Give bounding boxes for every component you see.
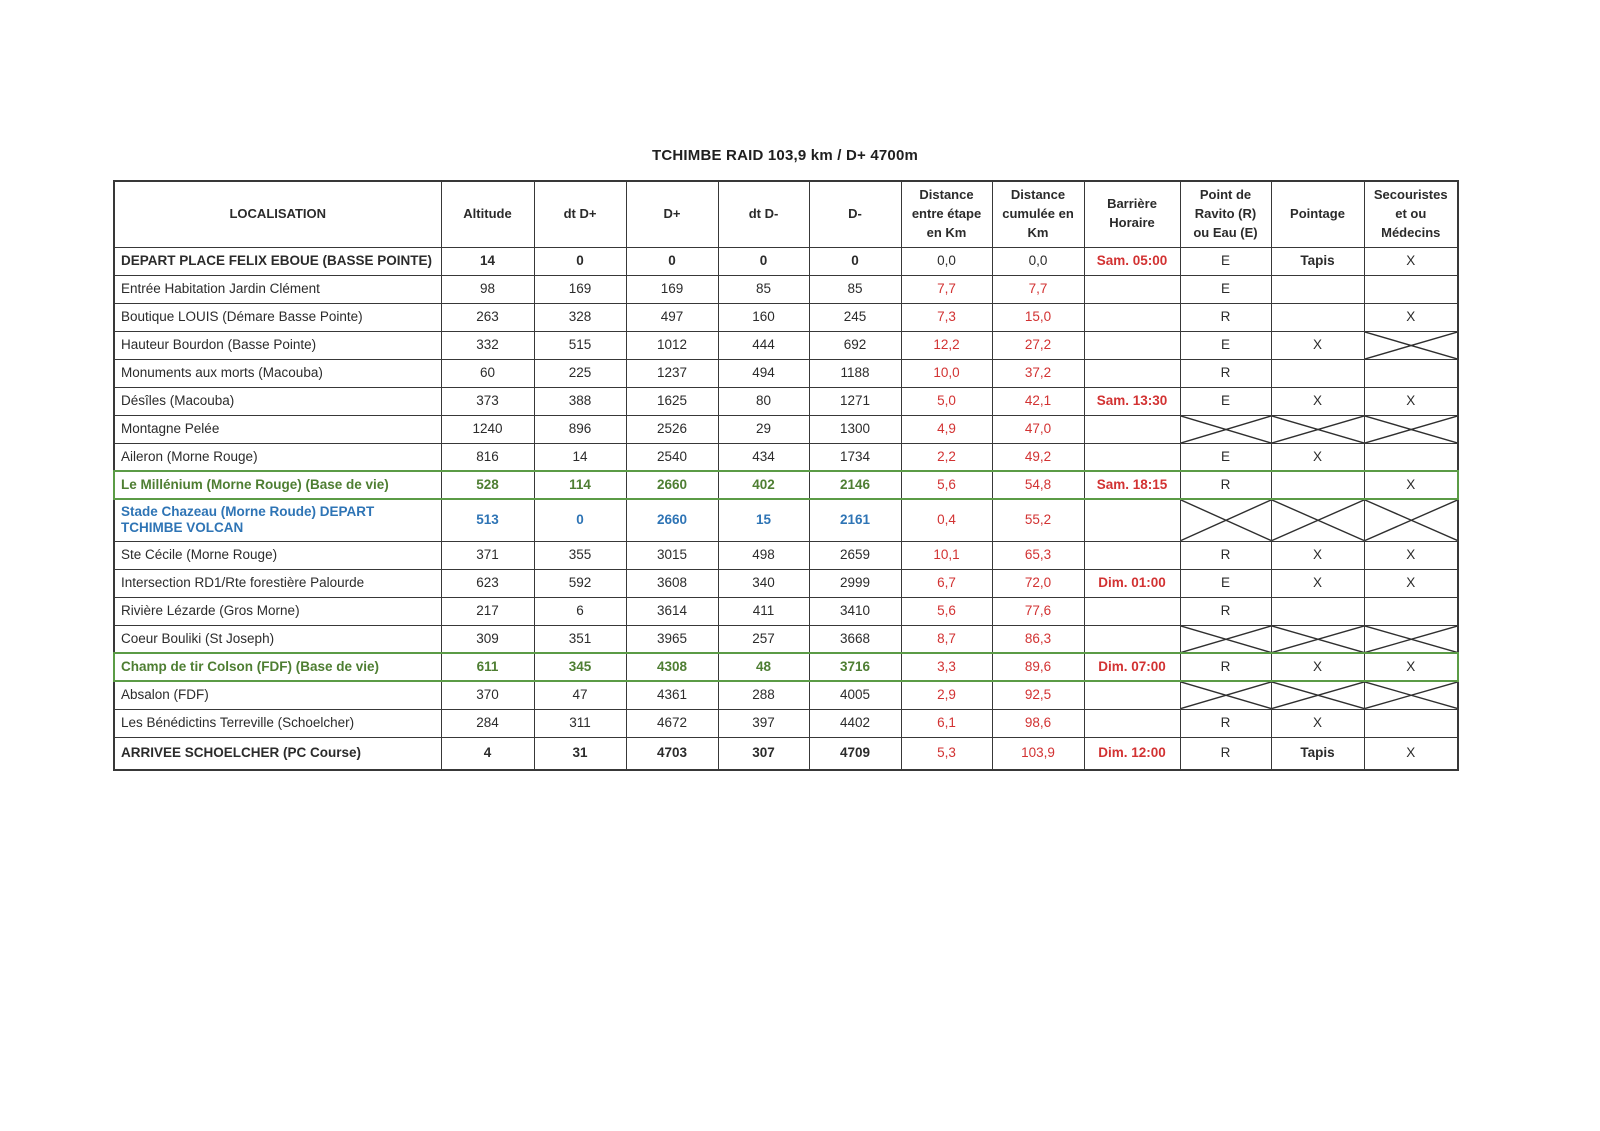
cell-dminus: 3410 [809, 597, 901, 625]
cell-altitude: 332 [441, 331, 534, 359]
cell-dt-dplus: 114 [534, 471, 626, 499]
cell-localisation: Coeur Bouliki (St Joseph) [114, 625, 441, 653]
cell-dminus: 4005 [809, 681, 901, 709]
cell-dist-etape: 5,6 [901, 471, 992, 499]
table-row [114, 247, 1458, 275]
column-header-dt-dminus: dt D- [718, 181, 809, 247]
cell-barriere [1084, 275, 1180, 303]
cell-secouristes [1364, 709, 1458, 737]
cell-dist-etape: 6,1 [901, 709, 992, 737]
cell-dist-cumul: 65,3 [992, 541, 1084, 569]
cell-dt-dplus: 31 [534, 737, 626, 770]
cell-secouristes [1364, 597, 1458, 625]
cell-secouristes [1364, 275, 1458, 303]
cell-ravito: R [1180, 737, 1271, 770]
cell-dist-cumul: 47,0 [992, 415, 1084, 443]
cell-dist-etape: 12,2 [901, 331, 992, 359]
cell-dt-dminus: 494 [718, 359, 809, 387]
cell-barriere [1084, 597, 1180, 625]
crossed-out-icon [1181, 682, 1271, 709]
crossed-out-icon [1181, 626, 1271, 653]
cell-altitude: 263 [441, 303, 534, 331]
cell-localisation: Monuments aux morts (Macouba) [114, 359, 441, 387]
cell-altitude: 623 [441, 569, 534, 597]
cell-dist-etape: 7,7 [901, 275, 992, 303]
cell-ravito: R [1180, 303, 1271, 331]
cell-dt-dplus: 592 [534, 569, 626, 597]
cell-dist-cumul: 89,6 [992, 653, 1084, 681]
cell-altitude: 371 [441, 541, 534, 569]
cell-localisation: Boutique LOUIS (Démare Basse Pointe) [114, 303, 441, 331]
cell-ravito: R [1180, 471, 1271, 499]
cell-ravito: E [1180, 387, 1271, 415]
cell-dist-cumul: 98,6 [992, 709, 1084, 737]
cell-dplus: 4308 [626, 653, 718, 681]
cell-dt-dminus: 160 [718, 303, 809, 331]
cell-ravito: R [1180, 653, 1271, 681]
cell-altitude: 284 [441, 709, 534, 737]
cell-dt-dminus: 498 [718, 541, 809, 569]
cell-dt-dplus: 896 [534, 415, 626, 443]
column-header-altitude: Altitude [441, 181, 534, 247]
cell-dist-etape: 5,3 [901, 737, 992, 770]
cell-dt-dminus: 288 [718, 681, 809, 709]
cell-dt-dminus: 411 [718, 597, 809, 625]
column-header-secouristes: Secouristes et ou Médecins [1364, 181, 1458, 247]
cell-pointage: X [1271, 443, 1364, 471]
cell-dist-cumul: 49,2 [992, 443, 1084, 471]
cell-dminus: 1188 [809, 359, 901, 387]
cell-localisation: Le Millénium (Morne Rouge) (Base de vie) [114, 471, 441, 499]
cell-dt-dminus: 402 [718, 471, 809, 499]
table-row [114, 541, 1458, 569]
cell-localisation: Entrée Habitation Jardin Clément [114, 275, 441, 303]
cell-dist-cumul: 27,2 [992, 331, 1084, 359]
race-table [113, 180, 1459, 771]
cell-barriere: Sam. 18:15 [1084, 471, 1180, 499]
cell-dt-dplus: 328 [534, 303, 626, 331]
cell-ravito: E [1180, 275, 1271, 303]
table-row [114, 597, 1458, 625]
table-row [114, 569, 1458, 597]
cell-dminus: 3716 [809, 653, 901, 681]
cell-dplus: 3965 [626, 625, 718, 653]
cell-dt-dminus: 257 [718, 625, 809, 653]
crossed-out-icon [1272, 682, 1364, 709]
cell-altitude: 14 [441, 247, 534, 275]
cell-dminus: 2161 [809, 499, 901, 541]
cell-dist-etape: 10,1 [901, 541, 992, 569]
cell-localisation: Champ de tir Colson (FDF) (Base de vie) [114, 653, 441, 681]
cell-dist-cumul: 7,7 [992, 275, 1084, 303]
cell-dminus: 4402 [809, 709, 901, 737]
table-row [114, 499, 1458, 541]
cell-dt-dplus: 6 [534, 597, 626, 625]
cell-ravito: R [1180, 541, 1271, 569]
cell-localisation: Rivière Lézarde (Gros Morne) [114, 597, 441, 625]
crossed-out-icon [1181, 416, 1271, 443]
column-header-dt-dplus: dt D+ [534, 181, 626, 247]
cell-dt-dplus: 351 [534, 625, 626, 653]
cell-dt-dplus: 355 [534, 541, 626, 569]
cell-pointage: X [1271, 541, 1364, 569]
cell-dist-cumul: 0,0 [992, 247, 1084, 275]
cell-secouristes: X [1364, 653, 1458, 681]
cell-altitude: 370 [441, 681, 534, 709]
cell-barriere [1084, 625, 1180, 653]
crossed-out-icon [1365, 416, 1458, 443]
cell-dist-cumul: 77,6 [992, 597, 1084, 625]
cell-dminus: 4709 [809, 737, 901, 770]
cell-dminus: 1734 [809, 443, 901, 471]
cell-altitude: 98 [441, 275, 534, 303]
cell-localisation: ARRIVEE SCHOELCHER (PC Course) [114, 737, 441, 770]
cell-dt-dminus: 340 [718, 569, 809, 597]
cell-dplus: 497 [626, 303, 718, 331]
crossed-out-icon [1365, 626, 1458, 653]
cell-dt-dplus: 345 [534, 653, 626, 681]
cell-dist-etape: 0,0 [901, 247, 992, 275]
cell-dplus: 4672 [626, 709, 718, 737]
cell-altitude: 611 [441, 653, 534, 681]
cell-dist-etape: 7,3 [901, 303, 992, 331]
cell-altitude: 60 [441, 359, 534, 387]
crossed-out-icon [1365, 500, 1458, 541]
cell-ravito: E [1180, 247, 1271, 275]
cell-secouristes [1364, 415, 1458, 443]
cell-secouristes: X [1364, 569, 1458, 597]
cell-secouristes: X [1364, 541, 1458, 569]
cell-dist-etape: 2,2 [901, 443, 992, 471]
cell-dt-dminus: 0 [718, 247, 809, 275]
cell-dist-cumul: 54,8 [992, 471, 1084, 499]
table-row [114, 359, 1458, 387]
cell-dist-etape: 2,9 [901, 681, 992, 709]
cell-pointage: Tapis [1271, 247, 1364, 275]
cell-dt-dminus: 444 [718, 331, 809, 359]
cell-dt-dminus: 307 [718, 737, 809, 770]
cell-pointage: X [1271, 331, 1364, 359]
cell-localisation: Stade Chazeau (Morne Roude) DEPART TCHIMBE VOLCAN [114, 499, 441, 541]
cell-dminus: 2659 [809, 541, 901, 569]
cell-dt-dminus: 15 [718, 499, 809, 541]
cell-dplus: 2660 [626, 471, 718, 499]
cell-dplus: 0 [626, 247, 718, 275]
cell-dplus: 2660 [626, 499, 718, 541]
cell-barriere: Dim. 07:00 [1084, 653, 1180, 681]
cell-dist-etape: 4,9 [901, 415, 992, 443]
column-header-pointage: Pointage [1271, 181, 1364, 247]
cell-localisation: Les Bénédictins Terreville (Schoelcher) [114, 709, 441, 737]
cell-dt-dplus: 47 [534, 681, 626, 709]
cell-ravito [1180, 681, 1271, 709]
cell-ravito: R [1180, 597, 1271, 625]
cell-dist-etape: 5,0 [901, 387, 992, 415]
cell-secouristes [1364, 443, 1458, 471]
cell-secouristes: X [1364, 737, 1458, 770]
cell-altitude: 513 [441, 499, 534, 541]
cell-dt-dplus: 14 [534, 443, 626, 471]
table-row [114, 471, 1458, 499]
cell-dt-dminus: 434 [718, 443, 809, 471]
cell-dminus: 0 [809, 247, 901, 275]
cell-secouristes [1364, 359, 1458, 387]
cell-dist-cumul: 37,2 [992, 359, 1084, 387]
cell-dminus: 2146 [809, 471, 901, 499]
cell-pointage: Tapis [1271, 737, 1364, 770]
cell-barriere [1084, 709, 1180, 737]
cell-barriere [1084, 359, 1180, 387]
cell-localisation: Désîles (Macouba) [114, 387, 441, 415]
cell-barriere [1084, 681, 1180, 709]
cell-dt-dminus: 85 [718, 275, 809, 303]
cell-ravito [1180, 415, 1271, 443]
table-row [114, 331, 1458, 359]
cell-localisation: DEPART PLACE FELIX EBOUE (BASSE POINTE) [114, 247, 441, 275]
crossed-out-icon [1272, 500, 1364, 541]
cell-dplus: 4703 [626, 737, 718, 770]
cell-ravito: R [1180, 359, 1271, 387]
cell-altitude: 4 [441, 737, 534, 770]
column-header-ravito: Point de Ravito (R) ou Eau (E) [1180, 181, 1271, 247]
cell-pointage [1271, 597, 1364, 625]
cell-pointage [1271, 275, 1364, 303]
cell-dist-etape: 0,4 [901, 499, 992, 541]
cell-pointage [1271, 499, 1364, 541]
cell-pointage [1271, 415, 1364, 443]
cell-dplus: 3608 [626, 569, 718, 597]
cell-secouristes [1364, 331, 1458, 359]
cell-dminus: 1300 [809, 415, 901, 443]
cell-pointage: X [1271, 569, 1364, 597]
cell-barriere: Dim. 01:00 [1084, 569, 1180, 597]
cell-dt-dplus: 0 [534, 499, 626, 541]
table-row [114, 709, 1458, 737]
cell-localisation: Hauteur Bourdon (Basse Pointe) [114, 331, 441, 359]
cell-localisation: Intersection RD1/Rte forestière Palourde [114, 569, 441, 597]
table-row [114, 737, 1458, 770]
cell-dminus: 1271 [809, 387, 901, 415]
cell-localisation: Absalon (FDF) [114, 681, 441, 709]
cell-ravito: E [1180, 331, 1271, 359]
cell-dplus: 3614 [626, 597, 718, 625]
cell-ravito: E [1180, 443, 1271, 471]
cell-altitude: 1240 [441, 415, 534, 443]
cell-pointage: X [1271, 709, 1364, 737]
cell-secouristes: X [1364, 247, 1458, 275]
table-row [114, 387, 1458, 415]
cell-pointage [1271, 681, 1364, 709]
cell-pointage: X [1271, 653, 1364, 681]
cell-dist-etape: 3,3 [901, 653, 992, 681]
cell-dminus: 692 [809, 331, 901, 359]
column-header-distance-etape: Distance entre étape en Km [901, 181, 992, 247]
cell-dist-cumul: 103,9 [992, 737, 1084, 770]
header-row [114, 181, 1458, 247]
cell-secouristes [1364, 681, 1458, 709]
cell-dplus: 4361 [626, 681, 718, 709]
column-header-localisation: LOCALISATION [114, 181, 441, 247]
cell-barriere [1084, 415, 1180, 443]
cell-ravito: E [1180, 569, 1271, 597]
cell-dt-dplus: 388 [534, 387, 626, 415]
cell-pointage: X [1271, 387, 1364, 415]
cell-barriere [1084, 541, 1180, 569]
cell-ravito [1180, 499, 1271, 541]
cell-secouristes: X [1364, 471, 1458, 499]
cell-secouristes [1364, 625, 1458, 653]
cell-altitude: 373 [441, 387, 534, 415]
cell-dt-dminus: 48 [718, 653, 809, 681]
cell-barriere: Sam. 05:00 [1084, 247, 1180, 275]
cell-dist-cumul: 55,2 [992, 499, 1084, 541]
table-body [114, 247, 1458, 770]
crossed-out-icon [1272, 626, 1364, 653]
cell-dplus: 1237 [626, 359, 718, 387]
table-row [114, 415, 1458, 443]
cell-dplus: 1012 [626, 331, 718, 359]
cell-barriere [1084, 331, 1180, 359]
table-row [114, 681, 1458, 709]
column-header-dminus: D- [809, 181, 901, 247]
cell-secouristes: X [1364, 387, 1458, 415]
crossed-out-icon [1272, 416, 1364, 443]
cell-pointage [1271, 625, 1364, 653]
cell-dt-dplus: 169 [534, 275, 626, 303]
cell-barriere: Dim. 12:00 [1084, 737, 1180, 770]
cell-dt-dplus: 515 [534, 331, 626, 359]
cell-localisation: Aileron (Morne Rouge) [114, 443, 441, 471]
column-header-dplus: D+ [626, 181, 718, 247]
cell-dminus: 3668 [809, 625, 901, 653]
cell-dplus: 1625 [626, 387, 718, 415]
table-row [114, 303, 1458, 331]
cell-dist-cumul: 86,3 [992, 625, 1084, 653]
cell-secouristes [1364, 499, 1458, 541]
crossed-out-icon [1365, 332, 1458, 359]
table-row [114, 443, 1458, 471]
cell-dist-cumul: 72,0 [992, 569, 1084, 597]
cell-dist-cumul: 92,5 [992, 681, 1084, 709]
cell-dt-dplus: 311 [534, 709, 626, 737]
cell-altitude: 309 [441, 625, 534, 653]
cell-secouristes: X [1364, 303, 1458, 331]
cell-dist-etape: 6,7 [901, 569, 992, 597]
cell-barriere [1084, 303, 1180, 331]
cell-dt-dplus: 0 [534, 247, 626, 275]
cell-dplus: 169 [626, 275, 718, 303]
cell-dist-cumul: 15,0 [992, 303, 1084, 331]
cell-pointage [1271, 359, 1364, 387]
cell-altitude: 217 [441, 597, 534, 625]
cell-ravito: R [1180, 709, 1271, 737]
cell-dist-etape: 5,6 [901, 597, 992, 625]
cell-dt-dminus: 80 [718, 387, 809, 415]
column-header-barriere-horaire: Barrière Horaire [1084, 181, 1180, 247]
crossed-out-icon [1181, 500, 1271, 541]
cell-barriere [1084, 443, 1180, 471]
cell-ravito [1180, 625, 1271, 653]
cell-dist-etape: 10,0 [901, 359, 992, 387]
crossed-out-icon [1365, 682, 1458, 709]
cell-dminus: 2999 [809, 569, 901, 597]
cell-dt-dplus: 225 [534, 359, 626, 387]
cell-dplus: 2526 [626, 415, 718, 443]
table-row [114, 653, 1458, 681]
table-row [114, 275, 1458, 303]
cell-dist-cumul: 42,1 [992, 387, 1084, 415]
cell-dt-dminus: 29 [718, 415, 809, 443]
cell-barriere: Sam. 13:30 [1084, 387, 1180, 415]
cell-dplus: 3015 [626, 541, 718, 569]
cell-barriere [1084, 499, 1180, 541]
cell-altitude: 816 [441, 443, 534, 471]
table-row [114, 625, 1458, 653]
cell-dminus: 245 [809, 303, 901, 331]
cell-localisation: Ste Cécile (Morne Rouge) [114, 541, 441, 569]
cell-localisation: Montagne Pelée [114, 415, 441, 443]
cell-dt-dminus: 397 [718, 709, 809, 737]
cell-pointage [1271, 303, 1364, 331]
cell-pointage [1271, 471, 1364, 499]
cell-dplus: 2540 [626, 443, 718, 471]
cell-dminus: 85 [809, 275, 901, 303]
cell-dist-etape: 8,7 [901, 625, 992, 653]
page-title: TCHIMBE RAID 103,9 km / D+ 4700m [651, 147, 919, 164]
column-header-distance-cumulee: Distance cumulée en Km [992, 181, 1084, 247]
cell-altitude: 528 [441, 471, 534, 499]
